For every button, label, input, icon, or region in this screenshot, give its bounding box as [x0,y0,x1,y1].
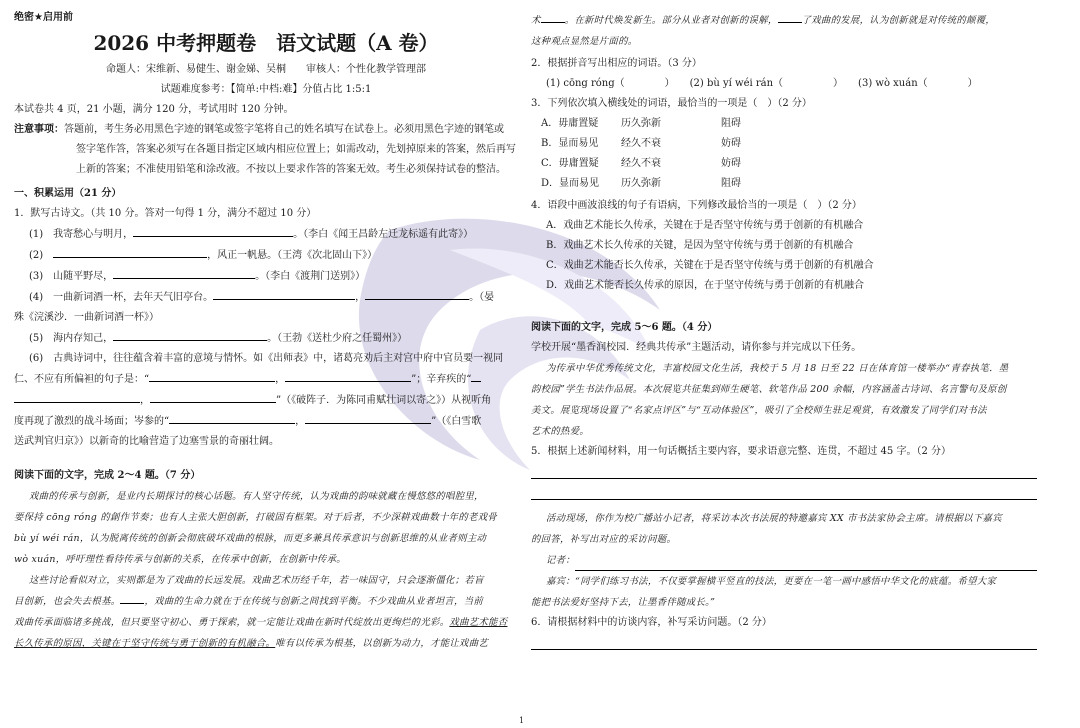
answer-blank[interactable] [471,369,481,382]
q1-6-text-g: 度再现了激烈的战斗场面；岑参的“ [14,416,170,427]
wavy-sentence: 戏曲艺术能否 [449,617,508,628]
passage-text: 戏曲传承面临诸多挑战，但只要坚守初心、勇于探索，就一定能让戏曲在新时代绽放出更绚烂的光彩。 [14,617,450,628]
q1-5-text: (5) 海内存知己， [29,333,114,344]
passage-text: 唯有以传承为根基，以创新为动力，才能让戏曲艺 [275,638,489,649]
q4-option-c[interactable]: C．戏曲艺术能否长久传承，关键在于是否坚守传统与勇于创新的有机融合 [546,260,874,271]
passage-text: 术 [531,15,541,26]
passage-text: 了戏曲的发展，认为创新就是对传统的颠覆， [801,15,996,26]
passage-line [14,591,518,612]
notice-line-1 [14,120,518,140]
q1-item-6-line5: 送武判官归京》）以新奇的比喻营造了边塞雪景的奇丽壮阔。 [14,436,279,447]
answer-line[interactable] [531,466,1037,479]
q1-2-text: (2) [29,250,44,261]
q1-item-6-line3 [14,390,518,411]
option-word: D．显而易见 [541,178,600,189]
spacer [14,452,518,466]
answer-blank[interactable] [541,10,565,23]
passage-line: 要保持 cōng róng 的創作节奏；也有人主张大胆创新，打破固有框架。对于后者，不少深耕戏曲数十年的老戏骨 [14,512,498,523]
right-column [531,10,1037,658]
reporter-line [531,550,1037,571]
passage-line: 韵校园”学生书法作品展。本次展览共征集到师生硬笔、软笔作品 200 余幅，内容涵盖古诗词、名言警句及原创 [531,384,1007,395]
option-word: 历久弥新 [621,178,661,189]
notice-line-3: 上新的答案；不准使用铅笔和涂改液。不按以上要求作答的答案无效。考生必须保持试卷的整洁。 [76,164,506,175]
reading2-passage-2 [531,508,1037,613]
q4-option-d[interactable]: D．戏曲艺术能否长久传承的原因，在于坚守传统与勇于创新的有机融合 [546,280,865,291]
passage-line: 为传承中华优秀传统文化，丰富校园文化生活，我校于 5 月 18 日至 22 日在体育馆一楼举办“青春执笔．墨 [546,363,1009,374]
q4-option-b[interactable]: B．戏曲艺术长久传承的关键，是因为坚守传统与勇于创新的有机融合 [546,240,854,251]
q1-item-6-line4 [14,411,518,432]
option-word: 历久弥新 [621,118,661,129]
page-number: 1 [519,716,525,725]
q1-item-6-line2 [14,369,518,390]
passage-line: 能把书法爱好坚持下去，让墨香伴随成长。” [531,597,716,608]
passage-line: 戏曲的传承与创新，是业内长期探讨的核心话题。有人坚守传统，认为戏曲的韵味就藏在慢悠悠的唱腔里， [29,491,484,502]
notice-text-1: 答题前，考生务必用黑色字迹的钢笔或签字笔将自己的姓名填写在试卷上。必须用黑色字迹的钢笔或 [64,124,504,135]
reading1-title: 阅读下面的文字，完成 2～4 题。（7 分） [14,470,201,481]
q1-5-source: 。（王勃《送杜少府之任蜀州》） [267,333,408,344]
passage-line [14,633,518,654]
option-word: 经久不衰 [621,138,661,149]
q1-item-1 [14,224,518,245]
passage-line: 这种观点显然是片面的。 [531,36,638,47]
q1-6-comma-3: ， [295,416,306,427]
q1-6-text-i: ”（《白雪歌 [431,416,482,427]
passage-line: 的回答，补写出对应的采访问题。 [531,534,677,545]
q1-4-text: (4) 一曲新词酒一杯，去年天气旧亭台。 [29,292,214,303]
q3-option-b[interactable] [531,134,1037,154]
answer-blank[interactable] [365,287,469,300]
wavy-sentence: 长久传承的原因，关键在于坚守传统与勇于创新的有机融合。 [14,638,276,649]
q1-1-text: (1) 我寄愁心与明月， [29,229,134,240]
question-2: 2．根据拼音写出相应的词语。（3 分） [531,58,702,69]
option-word: 妨碍 [721,158,741,169]
reading1-passage [14,486,518,654]
reading1-passage-cont [531,10,1037,52]
notice-line-2: 签字笔作答，答案必须写在各题目指定区域内相应位置上；如需改动，先划掉原来的答案，然后再写 [76,144,516,155]
exam-info: 本试卷共 4 页，21 小题，满分 120 分，考试用时 120 分钟。 [14,104,294,115]
reading2-title: 阅读下面的文字，完成 5～6 题。（4 分） [531,322,718,333]
passage-line: bù yí wéi rán，认为脱离传统的创新会彻底破坏戏曲的根脉，而更多兼具传承意识与创新思维的从业者则主动 [14,533,487,544]
difficulty-line: 试题难度参考：【简单:中档:难】分值占比 1:5:1 [160,84,372,95]
passage-line [531,10,1037,31]
option-word: C．毋庸置疑 [541,158,599,169]
answer-blank[interactable] [778,10,802,23]
notice-label: 注意事项： [14,124,64,135]
option-word: 阻碍 [721,118,741,129]
option-word: 经久不衰 [621,158,661,169]
answer-blank[interactable] [150,390,276,403]
passage-line: 嘉宾：“同学们练习书法，不仅要掌握横平竖直的技法，更要在一笔一画中感悟中华文化的底蕴。希望大家 [546,576,997,587]
q1-6-comma: ， [275,374,286,385]
passage-line: wò xuán，呼吁理性看待传承与创新的关系，在传承中创新，在创新中传承。 [14,554,346,565]
passage-line [14,612,518,633]
q1-item-2 [14,245,518,266]
q1-item-4-cont: 殊《浣溪沙．一曲新词酒一杯》） [14,312,159,323]
q3-option-c[interactable] [531,154,1037,174]
answer-blank[interactable] [113,328,267,341]
passage-line: 活动现场，你作为校广播站小记者，将采访本次书法展的特邀嘉宾 XX 市书法家协会主席。请根据以下嘉宾 [546,513,1002,524]
answer-blank[interactable] [305,411,431,424]
q1-item-6: (6) 古典诗词中，往往蕴含着丰富的意境与情怀。如《出师表》中，诸葛亮劝后主对宫中府中官员要一视同 [29,353,504,364]
question-5: 5．根据上述新闻材料，用一句话概括主要内容，要求语意完整、连贯，不超过 45 字。（2 分） [531,446,951,457]
reporter-label: 记者： [546,555,576,566]
exam-title: 2026 中考押题卷 语文试题（A 卷） [93,31,439,55]
q1-item-3 [14,266,518,287]
q1-2-source: ，风正一帆悬。（王湾《次北固山下》） [207,250,378,261]
left-column [14,10,518,654]
passage-line: 美文。展览现场设置了“名家点评区”与“互动体验区”，吸引了全校师生驻足观赏，有效激发了同学们对书法 [531,405,987,416]
option-word: 妨碍 [721,138,741,149]
question-1: 1．默写古诗文。（共 10 分。答对一句得 1 分，满分不超过 10 分） [14,208,317,219]
answer-blank[interactable] [53,245,207,258]
passage-text: 目创新，也会失去根基。 [14,596,121,607]
question-3: 3．下列依次填入横线处的词语，最恰当的一项是（ ）（2 分） [531,98,812,109]
answer-line[interactable] [531,637,1037,650]
passage-text: 。在新时代焕发新生。部分从业者对创新的误解， [564,15,778,26]
q3-option-a[interactable] [531,114,1037,134]
answer-blank[interactable] [149,369,275,382]
reading2-intro: 学校开展“墨香润校园．经典共传承”主题活动，请你参与并完成以下任务。 [531,342,862,353]
q1-6-text-b: 仁、不应有所偏袒的句子是：“ [14,374,150,385]
authors-line: 命题人：宋维新、易健生、谢金娣、吴桐 审核人：个性化教学管理部 [106,64,426,75]
section1-title: 一、积累运用（21 分） [14,188,122,199]
answer-blank[interactable] [285,369,411,382]
answer-blank[interactable] [14,390,140,403]
passage-text: ，戏曲的生命力就在于在传统与创新之间找到平衡。不少戏曲从业者坦言，当前 [144,596,484,607]
passage-line: 这些讨论看似对立，实则都是为了戏曲的长远发展。戏曲艺术历经千年，若一味固守，只会逐渐僵化；若盲 [29,575,484,586]
q3-options [531,114,1037,194]
q1-4-source: 。（晏 [469,292,495,303]
confidential-label: 绝密★启用前 [14,12,73,23]
q1-4-comma: ， [355,292,366,303]
option-word: 阻碍 [721,178,741,189]
q1-6-text-f: ”（《破阵子．为陈同甫赋壮词以寄之》）从视听角 [276,395,492,406]
reading2-passage [531,358,1037,442]
q1-item-5 [14,328,518,349]
q1-item-4 [14,287,518,308]
question-6: 6．请根据材料中的访谈内容，补写采访问题。（2 分） [531,617,772,628]
answer-blank[interactable] [169,411,295,424]
q1-1-source: 。（李白《闻王昌龄左迁龙标遥有此寄》） [293,229,474,240]
option-word: B．显而易见 [541,138,599,149]
question-4: 4．语段中画波浪线的句子有语病，下列修改最恰当的一项是（ ）（2 分） [531,200,862,211]
option-word: A．毋庸置疑 [541,118,599,129]
spacer [531,296,1037,318]
answer-blank[interactable] [575,558,1037,571]
q1-6-comma-2: ， [140,395,150,406]
q1-3-source: 。（李白《渡荆门送别》） [255,271,366,282]
q2-blanks: (1) cōng róng（ ） (2) bù yí wéi rán（ ） (3) wò xuán（ ） [546,78,978,89]
passage-line: 艺术的热爱。 [531,426,590,437]
q1-3-text: (3) 山随平野尽， [29,271,114,282]
q1-6-text-d: ”；辛弃疾的“ [411,374,472,385]
answer-line[interactable] [531,487,1037,500]
q4-option-a[interactable]: A．戏曲艺术能长久传承，关键在于是否坚守传统与勇于创新的有机融合 [546,220,864,231]
q3-option-d[interactable] [531,174,1037,194]
answer-blank[interactable] [113,266,255,279]
answer-blank[interactable] [133,224,293,237]
answer-blank[interactable] [120,591,144,604]
answer-blank[interactable] [213,287,355,300]
